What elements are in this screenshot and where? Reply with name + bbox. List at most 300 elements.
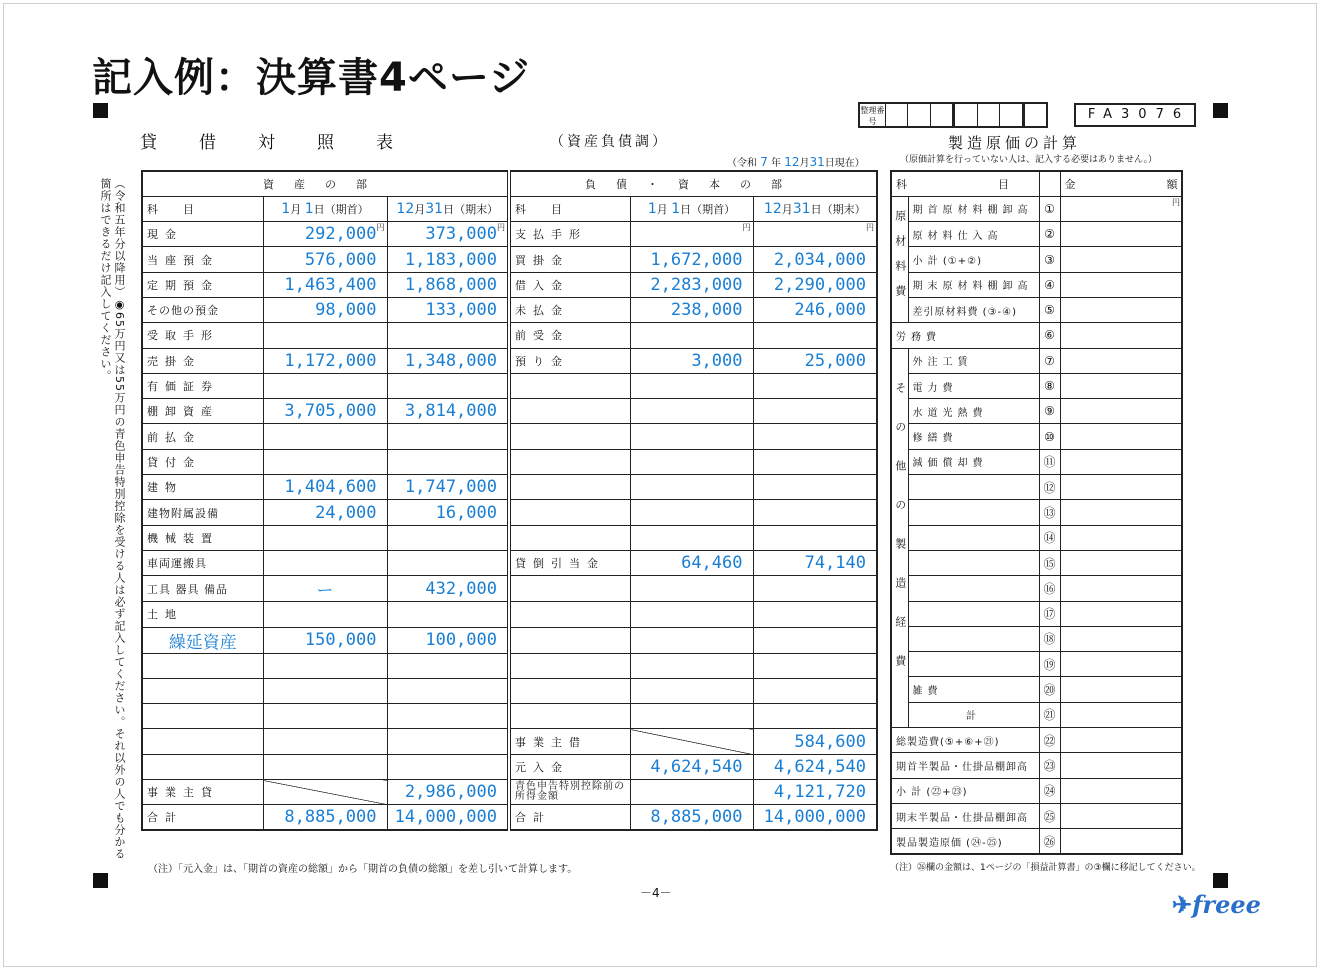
mfg-col-amount: 金 額: [1060, 171, 1182, 196]
mfg-amount[interactable]: [1060, 373, 1182, 398]
mfg-amount[interactable]: [1060, 803, 1182, 828]
asset-label[interactable]: [142, 754, 263, 779]
registration-mark: [1213, 103, 1228, 118]
mfg-amount[interactable]: [1060, 677, 1182, 702]
liability-end-value[interactable]: [753, 323, 877, 348]
asset-label[interactable]: その他の預金: [142, 297, 263, 322]
balance-sheet-table: [141, 170, 878, 831]
mfg-label: 小 計 (①+②): [908, 247, 1039, 272]
liability-start-value[interactable]: [630, 399, 753, 424]
liability-start-value[interactable]: [630, 373, 753, 398]
table-row: [891, 475, 1182, 500]
mfg-amount[interactable]: [1060, 500, 1182, 525]
mfg-label: 水道光熱費: [908, 399, 1039, 424]
liability-start-value[interactable]: [630, 602, 753, 627]
liab-col-end: 12月31日（期末）: [753, 196, 877, 221]
liability-end-value[interactable]: [753, 678, 877, 703]
liability-label[interactable]: [509, 500, 630, 525]
sheet-subtitle: （資産負債調）: [550, 134, 669, 150]
mfg-line-no: ①: [1039, 196, 1060, 221]
liability-end-value[interactable]: [753, 222, 877, 247]
liability-label[interactable]: [509, 525, 630, 550]
mfg-line-no: ⑭: [1039, 525, 1060, 550]
asset-end-value[interactable]: [387, 678, 509, 703]
table-row: [142, 272, 877, 297]
liability-label[interactable]: 支払手形: [509, 222, 630, 247]
mfg-col-subject: 科 目: [891, 171, 1039, 196]
mfg-amount[interactable]: [1060, 778, 1182, 803]
page-number: －4－: [640, 886, 672, 900]
liability-end-value[interactable]: 2,034,000: [753, 247, 877, 272]
liability-end-value[interactable]: [753, 373, 877, 398]
assets-section-header: 資産の部: [142, 171, 509, 196]
liability-label[interactable]: [509, 602, 630, 627]
asset-end-value[interactable]: 1,868,000: [387, 272, 509, 297]
asset-start-value[interactable]: [263, 780, 387, 805]
asset-start-value[interactable]: [263, 653, 387, 678]
mfg-amount[interactable]: [1060, 652, 1182, 677]
mfg-line-no: ⑰: [1039, 601, 1060, 626]
liability-start-value[interactable]: 2,283,000: [630, 272, 753, 297]
mfg-label: 雑費: [908, 677, 1039, 702]
liability-end-value[interactable]: 246,000: [753, 297, 877, 322]
asset-start-value[interactable]: [263, 449, 387, 474]
mfg-amount[interactable]: [1060, 247, 1182, 272]
table-row: [891, 272, 1182, 297]
table-row: [142, 475, 877, 500]
mfg-amount[interactable]: [1060, 196, 1182, 221]
table-row: [142, 222, 877, 247]
asset-label[interactable]: 受取手形: [142, 323, 263, 348]
liability-label[interactable]: 預り金: [509, 348, 630, 373]
table-row: [142, 627, 877, 653]
mfg-amount[interactable]: [1060, 424, 1182, 449]
mfg-line-no: ⑬: [1039, 500, 1060, 525]
asset-start-value[interactable]: [263, 550, 387, 575]
liability-end-value[interactable]: [753, 602, 877, 627]
liability-start-value[interactable]: 64,460: [630, 550, 753, 575]
liability-start-value[interactable]: [630, 424, 753, 449]
mfg-label: 期首原材料棚卸高: [908, 196, 1039, 221]
asset-start-value[interactable]: [263, 704, 387, 729]
liability-end-value[interactable]: 14,000,000: [753, 805, 877, 830]
table-row: [891, 803, 1182, 828]
group-material: 原材料費: [891, 196, 908, 322]
date-day: 31: [809, 155, 825, 169]
asset-start-value[interactable]: [263, 729, 387, 754]
mfg-cost-table: [890, 170, 1218, 855]
page-title: 記入例：決算書4ページ: [92, 55, 531, 101]
table-row: [891, 601, 1182, 626]
seiri-cell[interactable]: [886, 104, 908, 126]
assets-col-subject: 科 目: [142, 196, 263, 221]
asset-label[interactable]: 棚卸資産: [142, 399, 263, 424]
seiri-cell[interactable]: [1025, 104, 1046, 126]
mfg-label: 差引原材料費 (③-④): [908, 297, 1039, 322]
mfg-amount[interactable]: [1060, 702, 1182, 727]
asset-end-value[interactable]: [387, 754, 509, 779]
freee-logo: ✈freee: [1172, 890, 1261, 919]
mfg-line-no: ④: [1039, 272, 1060, 297]
table-row: [891, 399, 1182, 424]
liability-label[interactable]: [509, 399, 630, 424]
table-row: [891, 424, 1182, 449]
asset-start-value[interactable]: 1,463,400: [263, 272, 387, 297]
liability-start-value[interactable]: 8,885,000: [630, 805, 753, 830]
liabilities-section-header: 負債・資本の部: [509, 171, 877, 196]
liability-label[interactable]: 元入金: [509, 754, 630, 779]
liability-start-value[interactable]: [630, 323, 753, 348]
table-row: [891, 297, 1182, 322]
liability-label[interactable]: [509, 424, 630, 449]
asset-start-value[interactable]: [263, 602, 387, 627]
table-row: [142, 780, 877, 805]
table-row: [891, 753, 1182, 778]
liability-end-value[interactable]: [753, 399, 877, 424]
liability-end-value[interactable]: 2,290,000: [753, 272, 877, 297]
mfg-label: 小 計 (㉒+㉓): [891, 778, 1039, 803]
mfg-line-no: ㉑: [1039, 702, 1060, 727]
liability-label[interactable]: [509, 576, 630, 602]
table-row: [142, 424, 877, 449]
asset-label[interactable]: 工具 器具 備品: [142, 576, 263, 602]
table-row: [891, 626, 1182, 651]
asset-start-value[interactable]: 3,705,000: [263, 399, 387, 424]
liability-end-value[interactable]: [753, 449, 877, 474]
yen-mark: 円: [376, 223, 385, 233]
mfg-label: 計: [908, 702, 1039, 727]
table-row: [142, 449, 877, 474]
registration-mark: [1213, 873, 1228, 888]
mfg-label: [908, 576, 1039, 601]
table-row: [891, 829, 1182, 854]
table-row: [142, 323, 877, 348]
mfg-line-no: ⑯: [1039, 576, 1060, 601]
liability-start-value[interactable]: 4,624,540: [630, 754, 753, 779]
mfg-amount[interactable]: [1060, 550, 1182, 575]
mfg-line-no: ⑧: [1039, 373, 1060, 398]
asset-end-value[interactable]: [387, 449, 509, 474]
mfg-amount[interactable]: [1060, 626, 1182, 651]
table-row: [891, 373, 1182, 398]
registration-mark: [93, 103, 108, 118]
asset-label[interactable]: 前払金: [142, 424, 263, 449]
mfg-line-no: ⑤: [1039, 297, 1060, 322]
asset-label[interactable]: 建物附属設備: [142, 500, 263, 525]
mfg-line-no: ⑮: [1039, 550, 1060, 575]
liability-end-value[interactable]: [753, 525, 877, 550]
asset-start-value[interactable]: 576,000: [263, 247, 387, 272]
asset-start-value[interactable]: 292,000 円: [263, 222, 387, 247]
table-row: [891, 348, 1182, 373]
asset-label[interactable]: [142, 653, 263, 678]
registration-mark: [93, 873, 108, 888]
mfg-line-no: ⑱: [1039, 626, 1060, 651]
table-row: [142, 754, 877, 779]
liability-start-value[interactable]: 1,672,000: [630, 247, 753, 272]
liability-start-value[interactable]: [630, 500, 753, 525]
asset-label[interactable]: [142, 729, 263, 754]
asset-start-value[interactable]: 8,885,000: [263, 805, 387, 830]
mfg-line-no: ㉓: [1039, 753, 1060, 778]
mfg-line-no: ㉕: [1039, 803, 1060, 828]
liability-label[interactable]: 貸倒引当金: [509, 550, 630, 575]
table-row: [142, 297, 877, 322]
asset-label[interactable]: 建物: [142, 475, 263, 500]
asset-end-value[interactable]: 1,183,000: [387, 247, 509, 272]
mfg-line-no: ⑩: [1039, 424, 1060, 449]
asset-label[interactable]: 車両運搬具: [142, 550, 263, 575]
liability-start-value[interactable]: [630, 449, 753, 474]
liab-col-start: 1月 1日（期首）: [630, 196, 753, 221]
mfg-line-no: ㉒: [1039, 728, 1060, 753]
table-row: [142, 653, 877, 678]
liability-start-value[interactable]: [630, 525, 753, 550]
table-row: [142, 525, 877, 550]
assets-col-start: 1月 1日（期首）: [263, 196, 387, 221]
mfg-title: 製造原価の計算: [948, 134, 1082, 152]
mfg-amount[interactable]: [1060, 323, 1182, 348]
asset-start-value[interactable]: [263, 424, 387, 449]
date-month: 12: [784, 155, 800, 169]
liab-col-subject: 科 目: [509, 196, 630, 221]
table-row: [142, 704, 877, 729]
mfg-label: 総製造費(⑤+⑥+㉑): [891, 728, 1039, 753]
asset-end-value[interactable]: [387, 424, 509, 449]
table-row: [891, 196, 1182, 221]
asset-start-value[interactable]: 1,404,600: [263, 475, 387, 500]
table-row: [142, 373, 877, 398]
liability-label[interactable]: 青色申告特別控除前の所得金額: [509, 780, 630, 805]
asset-label[interactable]: 売掛金: [142, 348, 263, 373]
table-row: [142, 729, 877, 754]
mfg-label: 減価償却費: [908, 449, 1039, 474]
liability-start-value[interactable]: [630, 576, 753, 602]
asset-start-value[interactable]: 24,000: [263, 500, 387, 525]
table-row: [891, 500, 1182, 525]
liability-end-value[interactable]: [753, 424, 877, 449]
liability-label[interactable]: [509, 373, 630, 398]
table-row: [891, 525, 1182, 550]
table-row: [142, 500, 877, 525]
mfg-note: （原価計算を行っていない人は、記入する必要はありません。）: [900, 155, 1158, 165]
liability-label[interactable]: 買掛金: [509, 247, 630, 272]
liability-end-value[interactable]: 25,000: [753, 348, 877, 373]
asset-start-value[interactable]: 98,000: [263, 297, 387, 322]
mfg-amount[interactable]: [1060, 297, 1182, 322]
asset-end-value[interactable]: 1,747,000: [387, 475, 509, 500]
mfg-amount[interactable]: [1060, 348, 1182, 373]
table-row: [891, 247, 1182, 272]
liability-end-value[interactable]: 584,600: [753, 729, 877, 754]
asset-label[interactable]: [142, 678, 263, 703]
mfg-label: 外注工賃: [908, 348, 1039, 373]
asset-end-value[interactable]: [387, 602, 509, 627]
liability-label[interactable]: [509, 475, 630, 500]
liability-end-value[interactable]: [753, 653, 877, 678]
asset-end-value[interactable]: [387, 373, 509, 398]
asset-end-value[interactable]: [387, 323, 509, 348]
table-row: [142, 348, 877, 373]
asset-end-value[interactable]: 3,814,000: [387, 399, 509, 424]
asset-start-value[interactable]: [263, 754, 387, 779]
liability-label[interactable]: 未払金: [509, 297, 630, 322]
mfg-label: [908, 601, 1039, 626]
mfg-label: 製品製造原価 (㉔-㉕): [891, 829, 1039, 854]
mfg-label: [908, 525, 1039, 550]
table-row: [891, 677, 1182, 702]
assets-col-end: 12月31日（期末）: [387, 196, 509, 221]
seiri-number-box: [858, 102, 1048, 128]
seiri-cell[interactable]: [955, 104, 977, 126]
asset-label[interactable]: [142, 704, 263, 729]
asset-end-value[interactable]: [387, 704, 509, 729]
side-instruction: （令和五年分以降用）◉65万円又は55万円の青色申告特別控除を受ける人は必ず記入してください。それ以外の人でも分かる箇所はできるだけ記入してください。: [99, 178, 126, 860]
liability-start-value[interactable]: [630, 704, 753, 729]
asset-start-value[interactable]: 1,172,000: [263, 348, 387, 373]
liability-end-value[interactable]: 4,624,540: [753, 754, 877, 779]
group-other: その他の製造経費: [891, 348, 908, 727]
asset-label[interactable]: 事業主貸: [142, 780, 263, 805]
liability-label[interactable]: [509, 678, 630, 703]
asset-label[interactable]: 貸付金: [142, 449, 263, 474]
liability-start-value[interactable]: [630, 678, 753, 703]
mfg-amount[interactable]: [1060, 475, 1182, 500]
table-row: [142, 550, 877, 575]
liability-start-value[interactable]: 238,000: [630, 297, 753, 322]
yen-mark: 円: [742, 223, 751, 233]
liability-end-value[interactable]: [753, 704, 877, 729]
asset-start-value[interactable]: [263, 323, 387, 348]
asset-end-value[interactable]: [387, 525, 509, 550]
asset-end-value[interactable]: 133,000: [387, 297, 509, 322]
mfg-label: 修繕費: [908, 424, 1039, 449]
asset-label[interactable]: 繰延資産: [142, 627, 263, 653]
asset-label[interactable]: 有価証券: [142, 373, 263, 398]
mfg-line-no: ㉔: [1039, 778, 1060, 803]
asset-label[interactable]: 現金: [142, 222, 263, 247]
mfg-amount[interactable]: [1060, 576, 1182, 601]
mfg-line-no: ②: [1039, 222, 1060, 247]
table-row: [891, 222, 1182, 247]
mfg-line-no: ⑦: [1039, 348, 1060, 373]
asset-end-value[interactable]: 2,986,000: [387, 780, 509, 805]
liability-end-value[interactable]: [753, 475, 877, 500]
seiri-cell[interactable]: [908, 104, 930, 126]
mfg-amount[interactable]: [1060, 753, 1182, 778]
mfg-line-no: ㉖: [1039, 829, 1060, 854]
yen-mark: 円: [1172, 197, 1180, 207]
seiri-cell[interactable]: [978, 104, 1000, 126]
asset-start-value[interactable]: 150,000: [263, 627, 387, 653]
seiri-cell[interactable]: [931, 104, 955, 126]
liability-label[interactable]: 事業主借: [509, 729, 630, 754]
asset-label[interactable]: 土地: [142, 602, 263, 627]
liability-label[interactable]: [509, 653, 630, 678]
table-row: [891, 778, 1182, 803]
table-row: [142, 678, 877, 703]
date-year: 7: [760, 155, 768, 169]
liability-start-value[interactable]: [630, 627, 753, 653]
mfg-footnote: （注）㉖欄の金額は、1ページの「損益計算書」の③欄に移記してください。: [890, 863, 1201, 873]
seiri-cell[interactable]: [1000, 104, 1024, 126]
asset-end-value[interactable]: 16,000: [387, 500, 509, 525]
table-row: [891, 702, 1182, 727]
asset-end-value[interactable]: 373,000 円: [387, 222, 509, 247]
mfg-amount[interactable]: [1060, 222, 1182, 247]
liability-label[interactable]: [509, 627, 630, 653]
as-of-date: （令和 7 年 12月31日現在）: [727, 155, 865, 169]
mfg-line-no: ⑥: [1039, 323, 1060, 348]
liability-label[interactable]: 合計: [509, 805, 630, 830]
asset-label[interactable]: 合計: [142, 805, 263, 830]
mfg-amount[interactable]: [1060, 601, 1182, 626]
liability-start-value[interactable]: [630, 780, 753, 805]
liability-start-value[interactable]: [630, 475, 753, 500]
mfg-amount[interactable]: [1060, 399, 1182, 424]
liability-label[interactable]: 借入金: [509, 272, 630, 297]
table-row: [891, 550, 1182, 575]
yen-mark: 円: [497, 223, 505, 233]
liability-end-value[interactable]: [753, 500, 877, 525]
table-row: [891, 652, 1182, 677]
table-row: [142, 602, 877, 627]
asset-label[interactable]: 機械装置: [142, 525, 263, 550]
liability-label[interactable]: 前受金: [509, 323, 630, 348]
liability-start-value[interactable]: [630, 222, 753, 247]
table-row: [891, 728, 1182, 753]
liability-end-value[interactable]: [753, 576, 877, 602]
sheet-title: 貸借対照表: [140, 133, 435, 153]
asset-start-value[interactable]: [263, 525, 387, 550]
asset-start-value[interactable]: [263, 678, 387, 703]
asset-start-value[interactable]: [263, 373, 387, 398]
mfg-line-no: ⑳: [1039, 677, 1060, 702]
mfg-amount[interactable]: [1060, 829, 1182, 854]
asset-label[interactable]: 定期預金: [142, 272, 263, 297]
asset-end-value[interactable]: [387, 729, 509, 754]
mfg-amount[interactable]: [1060, 728, 1182, 753]
asset-end-value[interactable]: 432,000: [387, 576, 509, 602]
liability-end-value[interactable]: [753, 627, 877, 653]
liability-label[interactable]: [509, 704, 630, 729]
table-row: [142, 247, 877, 272]
mfg-line-no: ③: [1039, 247, 1060, 272]
asset-end-value[interactable]: [387, 653, 509, 678]
liability-label[interactable]: [509, 449, 630, 474]
asset-label[interactable]: 当座預金: [142, 247, 263, 272]
asset-end-value[interactable]: 1,348,000: [387, 348, 509, 373]
mfg-amount[interactable]: [1060, 272, 1182, 297]
mfg-label: [908, 626, 1039, 651]
asset-end-value[interactable]: 100,000: [387, 627, 509, 653]
yen-mark: 円: [866, 223, 874, 233]
mfg-line-no: ⑲: [1039, 652, 1060, 677]
liability-start-value[interactable]: [630, 653, 753, 678]
liability-start-value[interactable]: 3,000: [630, 348, 753, 373]
liability-start-value[interactable]: [630, 729, 753, 754]
mfg-line-no: ⑫: [1039, 475, 1060, 500]
liability-end-value[interactable]: 4,121,720: [753, 780, 877, 805]
asset-end-value[interactable]: [387, 550, 509, 575]
asset-end-value[interactable]: 14,000,000: [387, 805, 509, 830]
mfg-label: [908, 500, 1039, 525]
mfg-amount[interactable]: [1060, 525, 1182, 550]
mfg-amount[interactable]: [1060, 449, 1182, 474]
asset-start-value[interactable]: ー: [263, 576, 387, 602]
liability-end-value[interactable]: 74,140: [753, 550, 877, 575]
table-row: [891, 576, 1182, 601]
